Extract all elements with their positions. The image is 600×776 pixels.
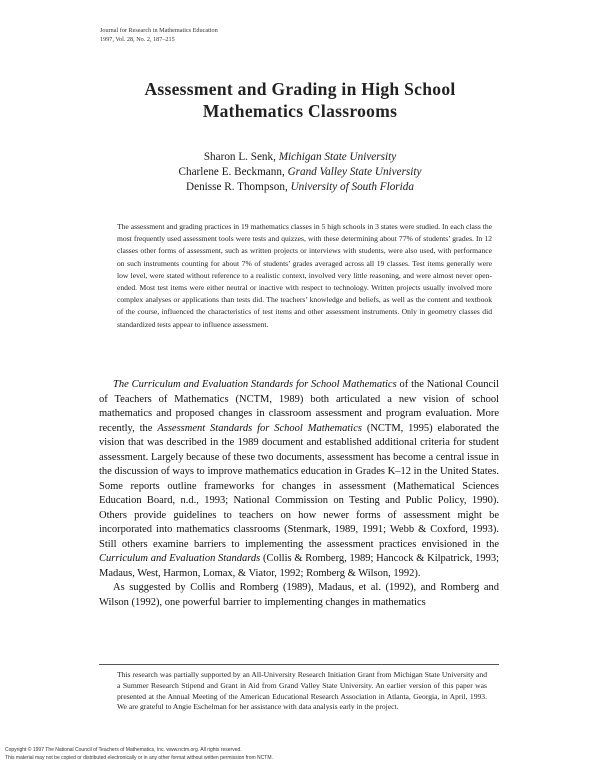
author-1-affiliation: Michigan State University [278,151,397,163]
body-text-run: (NCTM, 1995) elaborated the vision that was described in the 1989 document and established additional criteria for student assessment. Largely because of these two documents, assessment has become a central issue in the discussion of ways to improve mathematics education in Grades K–12 in the United States. Some reports outline frameworks for changes in assessment (Mathematical Sciences Education Board, n.d., 1993; National Commission on Testing and Public Policy, 1990). Others provide guidelines to teachers on how newer forms of assessment might be incorporated into mathematics classrooms (Stenmark, 1989, 1991; Webb & Coxford, 1993). Still others examine barriers to implementing the assessment practices envisioned in the [99,422,499,550]
copyright-line-2: This material may not be copied or distributed electronically or in any other format without written permission from NCTM. [5,755,273,761]
body-paragraph-1 [99,378,499,581]
author-3 [0,180,600,195]
abstract: The assessment and grading practices in 19 mathematics classes in 5 high schools in 3 states were studied. In each class the most frequently used assessment tools were tests and quizzes, with these determining about 77% of students’ grades. In 12 classes other forms of assessment, such as written projects or interviews with students, were also used, with performance on such instruments counting for about 7% of students’ grades averaged across all 19 classes. Test items generally were low level, were stated without reference to a realistic context, involved very little reasoning, and were almost never open-ended. Most test items were either neutral or inactive with respect to technology. Written projects usually involved more complex analyses or applications than tests did. The teachers’ knowledge and beliefs, as well as the content and textbook of the course, influenced the characteristics of test items and other assessment instruments. Only in geometry classes did standardized tests appear to influence assessment. [117,222,492,329]
article-title [0,78,600,122]
journal-name: Journal for Research in Mathematics Education [100,27,218,34]
author-2 [0,165,600,180]
journal-header [100,27,218,44]
journal-citation: 1997, Vol. 28, No. 2, 187–215 [100,35,175,43]
author-3-affiliation: University of South Florida [290,181,414,193]
body-text [99,378,499,610]
assessment-standards-title: Assessment Standards for School Mathematics [157,422,362,434]
author-1 [0,150,600,165]
title-line-2: Mathematics Classrooms [202,101,398,121]
footnote: This research was partially supported by an All-University Research Initiation Grant from Michigan State University and a Summer Research Stipend and Grant in Aid from Grand Valley State University. An earlier version of this paper was presented at the Annual Meeting of the American Educational Research Association in Atlanta, Georgia, in April, 1993. We are grateful to Angie Eschelman for her assistance with data analysis early in the project. [117,670,487,712]
author-2-name: Charlene E. Beckmann, [178,166,285,178]
copyright-notice [5,746,273,762]
body-text-run: of the National Council of Teachers of Mathematics (NCTM, 1989) both articulated a new vision of school mathematics and proposed changes in classroom assessment and program evaluation. More recently, the [99,379,499,434]
title-line-1: Assessment and Grading in High School [144,79,456,99]
footnote-divider [99,664,499,665]
curriculum-standards-title: Curriculum and Evaluation Standards [99,553,261,564]
author-list [0,150,600,195]
body-paragraph-2: As suggested by Collis and Romberg (1989), Madaus, et al. (1992), and Romberg and Wilson (1992), one powerful barrier to implementing changes in mathematics [99,582,499,608]
standards-title: The Curriculum and Evaluation Standards for School Mathematics [113,379,397,390]
author-2-affiliation: Grand Valley State University [287,166,422,178]
author-3-name: Denisse R. Thompson, [186,181,288,193]
author-1-name: Sharon L. Senk, [203,151,276,163]
copyright-line-1: Copyright © 1997 The National Council of Teachers of Mathematics, Inc. www.nctm.org. All rights reserved. [5,747,242,753]
body-text-run: (Collis & Romberg, 1989; Hancock & Kilpatrick, 1993; Madaus, West, Harmon, Lomax, & Viator, 1992; Romberg & Wilson, 1992). [99,553,499,579]
